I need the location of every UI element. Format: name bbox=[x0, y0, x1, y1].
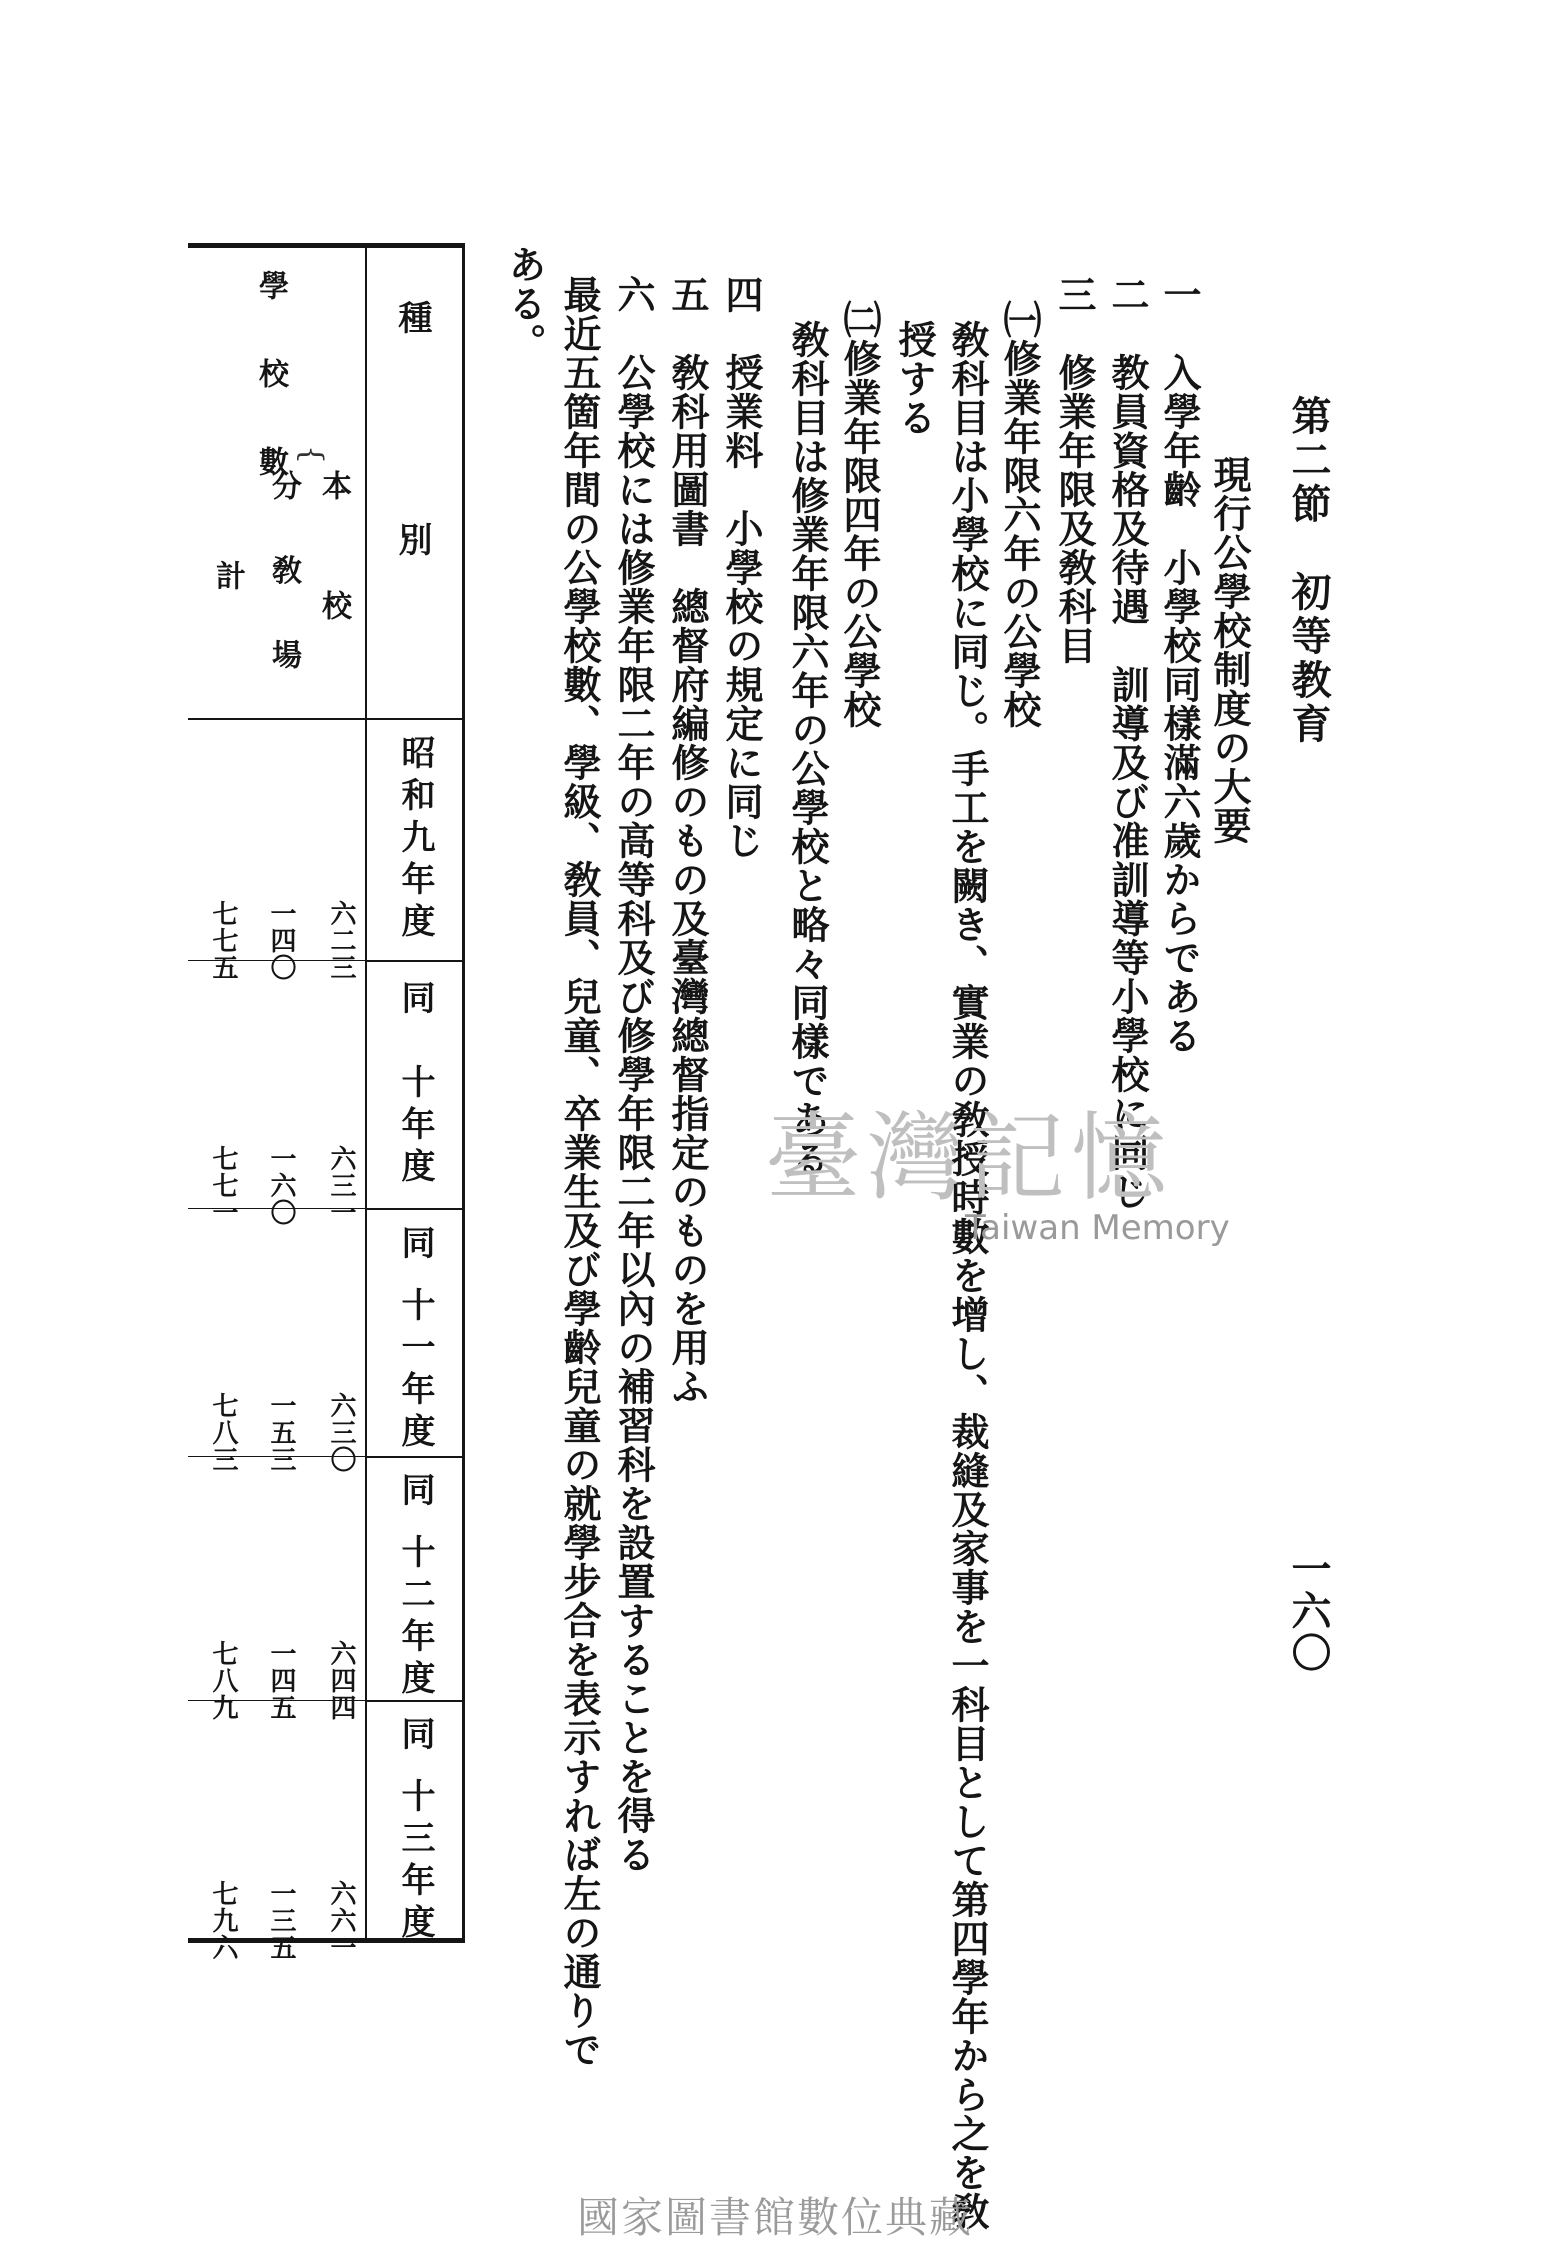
value-cell: 六四四 bbox=[326, 1640, 356, 1721]
item-2: 二 教員資格及待遇 訓導及び准訓導等小學校に同じ bbox=[1105, 275, 1150, 1211]
sub-item-1-text: 敎科目は小學校に同じ。手工を闕き、實業の敎授時數を增し、裁縫及家事を一科目として第四學年から之を敎 bbox=[945, 320, 990, 2231]
item-4: 四 授業料 小學校の規定に同じ bbox=[719, 275, 764, 860]
value-cell: 六三〇 bbox=[326, 1392, 356, 1473]
value-cell: 七七一 bbox=[208, 1145, 238, 1226]
closing-text-cont: ある。 bbox=[502, 245, 547, 362]
footer-credit: 國家圖書館數位典藏 bbox=[576, 2193, 973, 2242]
category-label: 學 校 數 bbox=[253, 270, 288, 490]
value-cell: 一五三 bbox=[266, 1392, 296, 1473]
row-label-2: 分 敎 場 bbox=[266, 470, 301, 691]
header-kind: 種 別 bbox=[392, 300, 432, 596]
table-header-rule bbox=[365, 243, 367, 1943]
value-cell: 六六一 bbox=[326, 1880, 356, 1961]
watermark bbox=[765, 1102, 1255, 1248]
sub-item-1-text-cont: 授する bbox=[892, 320, 937, 437]
value-cell: 七八三 bbox=[208, 1392, 238, 1473]
watermark-subtext: Taiwan Memory bbox=[965, 1208, 1230, 1248]
row-label-1: 本 校 bbox=[316, 470, 351, 650]
table-right-rule bbox=[462, 243, 465, 1943]
subtitle: 現行公學校制度の大要 bbox=[1207, 455, 1252, 845]
item-3: 三 修業年限及敎科目 bbox=[1052, 275, 1097, 665]
item-6: 六 公學校には修業年限二年の高等科及び修學年限二年以內の補習科を設置することを得る bbox=[611, 275, 656, 1874]
year-header-4: 同 十二年度 bbox=[395, 1472, 435, 1702]
value-cell: 一三五 bbox=[266, 1880, 296, 1961]
item-5: 五 敎科用圖書 總督府編修のもの及臺灣總督指定のものを用ふ bbox=[665, 275, 710, 1406]
year-header-1: 昭和九年度 bbox=[395, 735, 435, 945]
sub-item-2-text: 敎科目は修業年限六年の公學校と略々同樣である bbox=[785, 320, 830, 1178]
value-cell: 一六〇 bbox=[266, 1145, 296, 1226]
value-cell: 六三一 bbox=[326, 1145, 356, 1226]
row-label-3: 計 bbox=[210, 560, 245, 598]
sub-item-2-heading: ㈡修業年限四年の公學校 bbox=[837, 300, 882, 729]
page-number: 一六〇 bbox=[1285, 1548, 1332, 1674]
value-cell: 七七五 bbox=[208, 900, 238, 981]
brace: { bbox=[294, 445, 329, 473]
value-cell: 七八九 bbox=[208, 1640, 238, 1721]
value-cell: 一四五 bbox=[266, 1640, 296, 1721]
sub-item-1-heading: ㈠修業年限六年の公學校 bbox=[997, 300, 1042, 729]
closing-text: 最近五箇年間の公學校數、學級、敎員、兒童、卒業生及び學齡兒童の就學步合を表示すれば左の通りで bbox=[557, 275, 602, 2069]
watermark-logo-text: 臺灣記憶 bbox=[765, 1102, 1173, 1214]
year-header-3: 同 十一年度 bbox=[395, 1225, 435, 1455]
year-header-5: 同 十三年度 bbox=[395, 1716, 435, 1946]
value-cell: 六二三 bbox=[326, 900, 356, 981]
value-cell: 七九六 bbox=[208, 1880, 238, 1961]
year-header-2: 同 十年度 bbox=[395, 980, 435, 1190]
section-title: 第二節 初等教育 bbox=[1285, 395, 1332, 747]
table-top-rule bbox=[188, 243, 465, 248]
value-cell: 一四〇 bbox=[266, 900, 296, 981]
item-1: 一 入學年齡 小學校同樣滿六歲からである bbox=[1157, 275, 1202, 1055]
